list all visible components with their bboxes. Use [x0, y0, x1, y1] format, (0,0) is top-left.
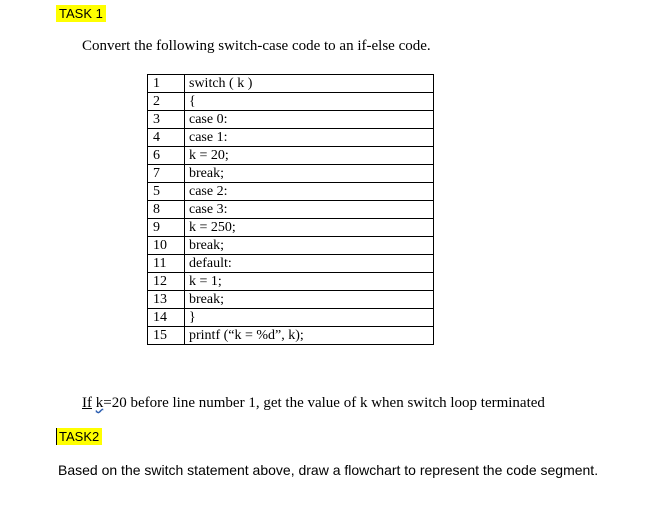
task2-text: Based on the switch statement above, draw a flowchart to represent the code segment. [58, 462, 599, 478]
code-row [148, 93, 434, 111]
code-line: case 0: [185, 111, 434, 129]
code-line: k = 250; [185, 219, 434, 237]
code-row [148, 327, 434, 345]
line-number: 9 [148, 219, 185, 237]
line-number: 11 [148, 255, 185, 273]
line-number: 8 [148, 201, 185, 219]
code-row [148, 255, 434, 273]
code-row [148, 219, 434, 237]
line-number: 1 [148, 75, 185, 93]
line-number: 6 [148, 147, 185, 165]
line-number: 4 [148, 129, 185, 147]
task2-label: TASK2 [56, 428, 102, 445]
code-row [148, 237, 434, 255]
code-row [148, 201, 434, 219]
code-line: printf (“k = %d”, k); [185, 327, 434, 345]
code-line: case 2: [185, 183, 434, 201]
line-number: 5 [148, 183, 185, 201]
code-row [148, 309, 434, 327]
line-number: 14 [148, 309, 185, 327]
task1-label: TASK 1 [56, 5, 106, 22]
line-number: 13 [148, 291, 185, 309]
code-row [148, 165, 434, 183]
code-line: { [185, 93, 434, 111]
code-row [148, 147, 434, 165]
line-number: 2 [148, 93, 185, 111]
code-row [148, 273, 434, 291]
code-line: switch ( k ) [185, 75, 434, 93]
question-text [82, 395, 545, 412]
code-row [148, 111, 434, 129]
code-table [147, 74, 434, 345]
code-line: break; [185, 237, 434, 255]
question-var: k [95, 395, 104, 411]
line-number: 10 [148, 237, 185, 255]
code-row [148, 291, 434, 309]
question-prefix: If [82, 395, 92, 411]
line-number: 12 [148, 273, 185, 291]
code-line: case 1: [185, 129, 434, 147]
question-rest: =20 before line number 1, get the value of k when switch loop terminated [103, 395, 545, 411]
line-number: 7 [148, 165, 185, 183]
code-line: break; [185, 291, 434, 309]
line-number: 15 [148, 327, 185, 345]
code-row [148, 75, 434, 93]
code-line: k = 20; [185, 147, 434, 165]
code-line: } [185, 309, 434, 327]
code-line: case 3: [185, 201, 434, 219]
code-row [148, 129, 434, 147]
code-line: break; [185, 165, 434, 183]
code-row [148, 183, 434, 201]
line-number: 3 [148, 111, 185, 129]
code-line: default: [185, 255, 434, 273]
instruction-text: Convert the following switch-case code to an if-else code. [82, 38, 431, 54]
code-line: k = 1; [185, 273, 434, 291]
